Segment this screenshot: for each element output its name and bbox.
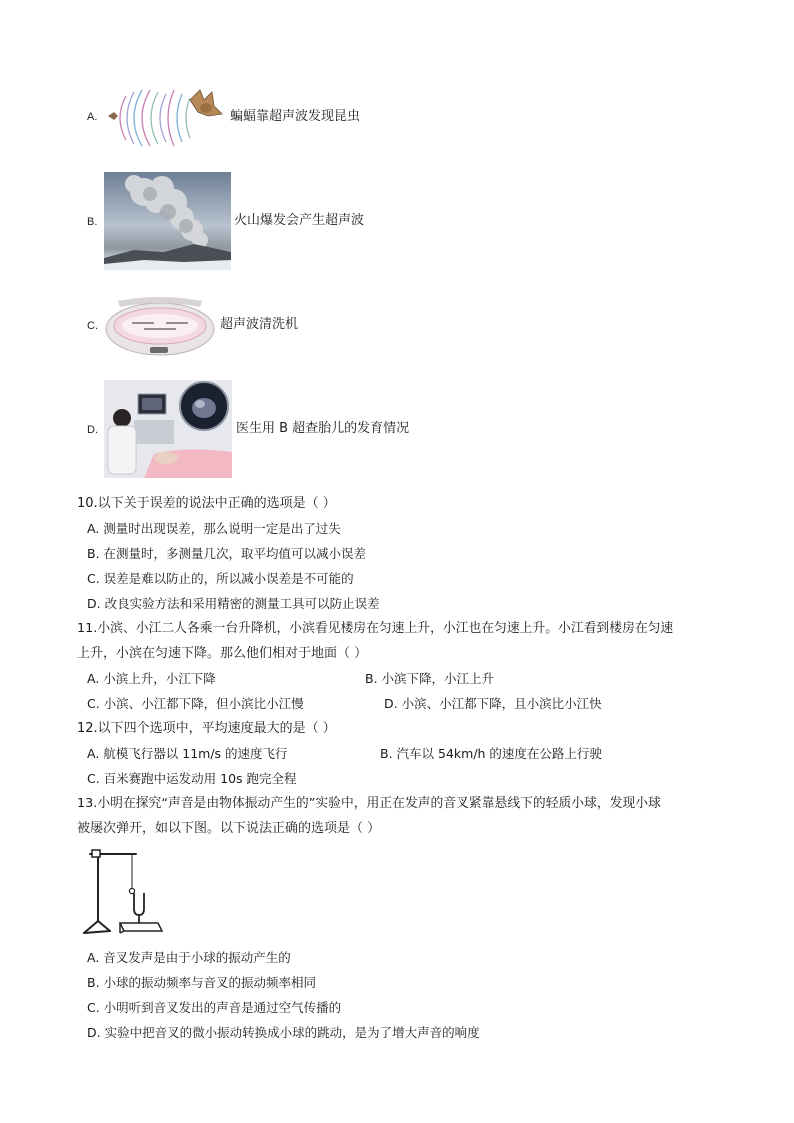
option-letter: B.: [87, 216, 98, 228]
answer-option-b: B. 在测量时，多测量几次，取平均值可以减小误差: [87, 546, 367, 561]
answer-option-b: B. 小球的振动频率与音叉的振动频率相同: [87, 975, 317, 990]
answer-option-c: C. 小滨、小江都下降，但小滨比小江慢: [87, 696, 304, 711]
question-stem-line-2: 被屡次弹开，如以下图。以下说法正确的选项是（ ）: [77, 821, 381, 836]
option-letter: A.: [87, 111, 98, 123]
answer-option-a: A. 音叉发声是由于小球的振动产生的: [87, 950, 291, 965]
ultrasound-scan-icon: [104, 380, 232, 478]
answer-option-d: D. 小滨、小江都下降，且小滨比小江快: [384, 696, 602, 711]
option-letter: C.: [87, 320, 98, 332]
volcano-eruption-icon: [104, 172, 231, 270]
answer-option-b: B. 小滨下降，小江上升: [365, 671, 495, 686]
answer-option-d: D. 实验中把音叉的微小振动转换成小球的跳动，是为了增大声音的响度: [87, 1025, 480, 1040]
answer-option-a: A. 测量时出现误差，那么说明一定是出了过失: [87, 521, 341, 536]
answer-option-d: D. 改良实验方法和采用精密的测量工具可以防止误差: [87, 596, 380, 611]
answer-option-c: C. 小明听到音叉发出的声音是通过空气传播的: [87, 1000, 342, 1015]
option-caption: 医生用 B 超查胎儿的发育情况: [236, 421, 410, 436]
option-caption: 超声波清洗机: [220, 317, 299, 332]
option-letter: D.: [87, 424, 98, 436]
question-stem-line-1: 13.小明在探究“声音是由物体振动产生的”实验中，用正在发声的音叉紧靠悬线下的轻质小球，发现小球: [77, 796, 661, 811]
option-caption: 蝙蝠靠超声波发现昆虫: [230, 109, 361, 124]
answer-option-a: A. 航模飞行器以 11m/s 的速度飞行: [87, 746, 288, 761]
option-caption: 火山爆发会产生超声波: [234, 213, 365, 228]
tuning-fork-pendulum-icon: [80, 845, 164, 939]
question-stem: 10.以下关于误差的说法中正确的选项是（ ）: [77, 496, 336, 511]
answer-option-b: B. 汽车以 54km/h 的速度在公路上行驶: [380, 746, 602, 761]
question-stem-line-2: 上升，小滨在匀速下降。那么他们相对于地面（ ）: [77, 646, 368, 661]
question-stem-line-1: 11.小滨、小江二人各乘一台升降机，小滨看见楼房在匀速上升，小江也在匀速上升。小江看到楼房在匀速: [77, 621, 674, 636]
answer-option-c: C. 误差是难以防止的，所以减小误差是不可能的: [87, 571, 354, 586]
answer-option-a: A. 小滨上升，小江下降: [87, 671, 216, 686]
ultrasonic-cleaner-icon: [104, 293, 216, 359]
answer-option-c: C. 百米赛跑中运发动用 10s 跑完全程: [87, 771, 297, 786]
bat-echolocation-icon: [104, 86, 226, 150]
question-stem: 12.以下四个选项中，平均速度最大的是（ ）: [77, 721, 336, 736]
